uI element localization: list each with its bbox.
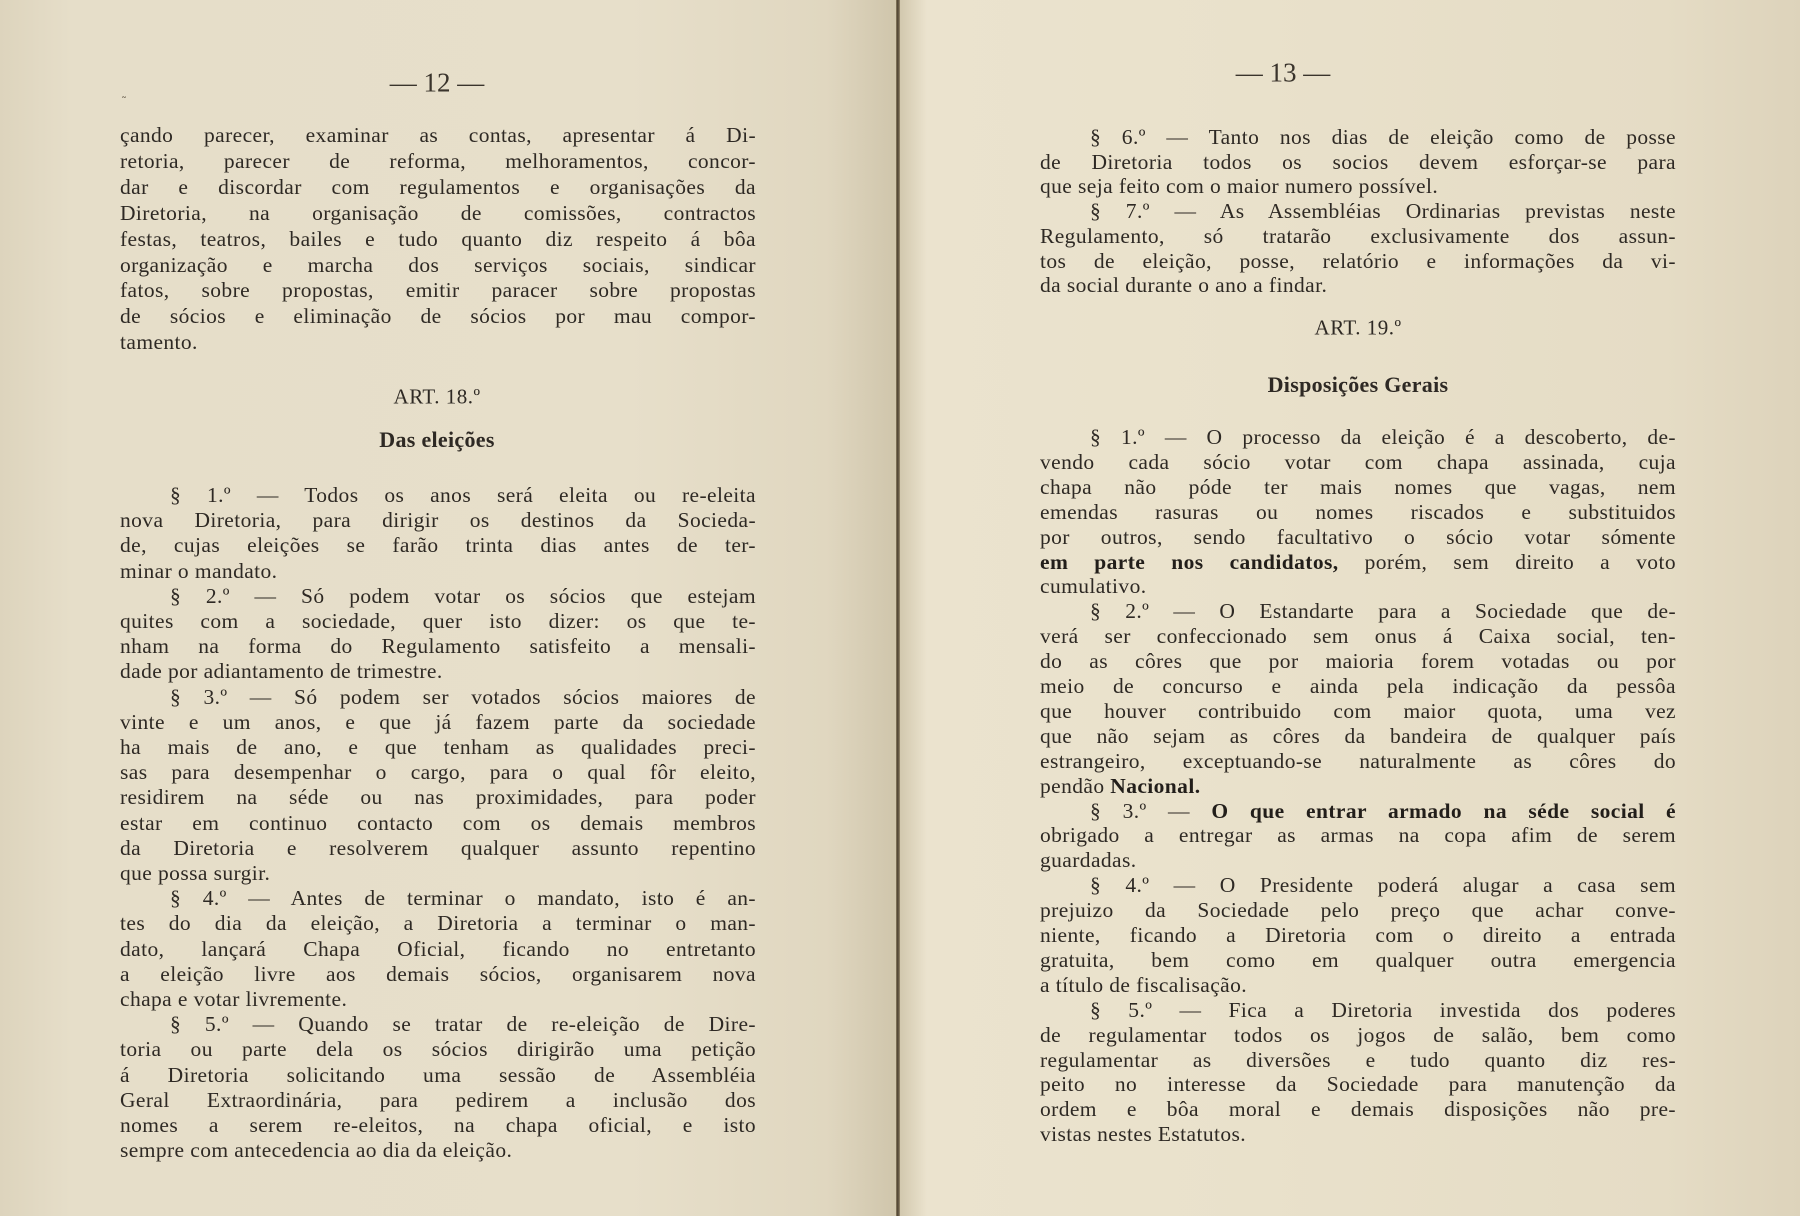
text-line: vendo cada sócio votar com chapa assinada, cuja xyxy=(1040,449,1676,474)
text-line: que possa surgir. xyxy=(120,861,271,885)
text-line: pendão Nacional. xyxy=(1040,773,1201,798)
text-line: vistas nestes Estatutos. xyxy=(1040,1122,1247,1147)
text-line: guardadas. xyxy=(1040,848,1137,873)
text-line: çando parecer, examinar as contas, apresentar á Di- xyxy=(120,123,756,147)
paragraph-first-line: § 2.º — Só podem votar os sócios que estejam xyxy=(170,583,756,608)
text-line: estrangeiro, exceptuando-se naturalmente as côres do xyxy=(1040,748,1676,773)
text-line: que seja feito com o maior numero possível. xyxy=(1040,174,1439,199)
text-line: dade por adiantamento de trimestre. xyxy=(120,659,443,684)
text-line: ha mais de ano, e que tenham as qualidades preci- xyxy=(120,735,756,759)
text-line: de, cujas eleições se farão trinta dias antes de ter- xyxy=(120,533,756,558)
text-line: nomes a serem re-eleitos, na chapa oficial, e isto xyxy=(120,1113,756,1137)
text-line: que não sejam as côres da bandeira de qualquer país xyxy=(1040,723,1676,748)
text-line: por outros, sendo facultativo o sócio votar sómente xyxy=(1040,524,1676,549)
page-number-right: — 13 — xyxy=(1235,57,1331,88)
text-line: Diretoria, na organisação de comissões, contractos xyxy=(120,200,756,225)
text-line: sas para desempenhar o cargo, para o qual fôr eleito, xyxy=(120,760,756,785)
text-line: ordem e bôa moral e demais disposições não pre- xyxy=(1040,1097,1676,1122)
text-line: da social durante o ano a findar. xyxy=(1040,273,1328,298)
text-line: prejuizo da Sociedade pelo preço que achar conve- xyxy=(1040,898,1676,923)
paragraph-first-line: § 4.º — Antes de terminar o mandato, isto é an- xyxy=(170,886,756,911)
ink-speck: ˜ xyxy=(121,95,127,109)
text-line: Geral Extraordinária, para pedirem a inclusão dos xyxy=(120,1087,756,1112)
text-line: Regulamento, só tratarão exclusivamente dos assun- xyxy=(1040,223,1676,248)
paragraph-first-line: § 1.º — Todos os anos será eleita ou re-eleita xyxy=(170,483,756,507)
text-line: peito no interesse da Sociedade para manutenção da xyxy=(1040,1072,1676,1097)
text-line: tos de eleição, posse, relatório e informações da vi- xyxy=(1040,248,1676,273)
article-19-heading: ART. 19.º xyxy=(1314,315,1402,340)
text-line: tamento. xyxy=(120,330,198,355)
text-line: emendas rasuras ou nomes riscados e substituidos xyxy=(1040,499,1676,524)
paragraph-first-line: § 7.º — As Assembléias Ordinarias previstas neste xyxy=(1090,199,1676,224)
text-line: minar o mandato. xyxy=(120,558,278,583)
text-line: organização e marcha dos serviços sociais, sindicar xyxy=(120,252,756,277)
text-line: que houver contribuido com maior quota, uma vez xyxy=(1040,698,1676,723)
text-line: em parte nos candidatos, porém, sem direito a voto xyxy=(1040,549,1676,574)
text-line: dato, lançará Chapa Oficial, ficando no entretanto xyxy=(120,936,756,961)
text-line: niente, ficando a Diretoria com o direito a entrada xyxy=(1040,923,1676,947)
paragraph-first-line: § 3.º — O que entrar armado na séde social é xyxy=(1090,798,1676,823)
text-line: chapa não póde ter mais nomes que vagas, nem xyxy=(1040,474,1676,499)
text-line: á Diretoria solicitando uma sessão de Assembléia xyxy=(120,1062,756,1087)
paragraph-first-line: § 1.º — O processo da eleição é a descoberto, de- xyxy=(1090,425,1676,449)
text-line: do as côres que por maioria forem votadas ou por xyxy=(1040,649,1676,674)
emphasized-text: em parte nos candidatos, xyxy=(1040,549,1339,574)
text-line: estar em continuo contacto com os demais membros xyxy=(120,810,756,835)
text-line: toria ou parte dela os sócios dirigirão uma petição xyxy=(120,1037,756,1062)
text-line: meio de concurso e ainda pela indicação da pessôa xyxy=(1040,674,1676,698)
text-line: cumulativo. xyxy=(1040,574,1147,599)
text-line: chapa e votar livremente. xyxy=(120,987,348,1011)
text-line: a título de fiscalisação. xyxy=(1040,972,1248,997)
paragraph-first-line: § 5.º — Fica a Diretoria investida dos poderes xyxy=(1090,997,1676,1022)
text-line: da Diretoria e resolverem qualquer assunto repentino xyxy=(120,835,756,860)
book-gutter xyxy=(896,0,900,1216)
text-line: festas, teatros, bailes e tudo quanto diz respeito á bôa xyxy=(120,226,756,251)
text-line: regulamentar as diversões e tudo quanto diz res- xyxy=(1040,1047,1676,1072)
paragraph-first-line: § 3.º — Só podem ser votados sócios maiores de xyxy=(170,684,756,709)
emphasized-text: O que entrar armado na séde social é xyxy=(1211,798,1676,823)
paragraph-first-line: § 6.º — Tanto nos dias de eleição como de posse xyxy=(1090,125,1676,149)
text-line: sempre com antecedencia ao dia da eleição. xyxy=(120,1138,513,1163)
text-line: tes do dia da eleição, a Diretoria a terminar o man- xyxy=(120,911,756,936)
emphasized-text: Nacional. xyxy=(1110,773,1201,798)
page-number-left: — 12 — xyxy=(389,67,485,98)
paragraph-first-line: § 4.º — O Presidente poderá alugar a casa sem xyxy=(1090,873,1676,898)
text-line: vinte e um anos, e que já fazem parte da sociedade xyxy=(120,709,756,734)
text-line: de regulamentar todos os jogos de salão, bem como xyxy=(1040,1022,1676,1047)
text-line: de Diretoria todos os socios devem esforçar-se para xyxy=(1040,149,1676,174)
text-line: de sócios e eliminação de sócios por mau compor- xyxy=(120,304,756,329)
paragraph-first-line: § 2.º — O Estandarte para a Sociedade que de- xyxy=(1090,599,1676,624)
text-line: a eleição livre aos demais sócios, organisarem nova xyxy=(120,961,756,986)
text-line: nham na forma do Regulamento satisfeito a mensali- xyxy=(120,634,756,659)
article-18-title: Das eleições xyxy=(379,427,495,452)
text-line: retoria, parecer de reforma, melhoramentos, concor- xyxy=(120,148,756,173)
text-line: gratuita, bem como em qualquer outra emergencia xyxy=(1040,947,1676,972)
text-line: dar e discordar com regulamentos e organisações da xyxy=(120,174,756,199)
text-line: obrigado a entregar as armas na copa afim de serem xyxy=(1040,823,1676,848)
text-line: verá ser confeccionado sem onus á Caixa social, ten- xyxy=(1040,624,1676,649)
text-line: residirem na séde ou nas proximidades, para poder xyxy=(120,785,756,810)
article-19-title: Disposições Gerais xyxy=(1267,372,1449,397)
text-line: nova Diretoria, para dirigir os destinos da Socieda- xyxy=(120,508,756,533)
paragraph-first-line: § 5.º — Quando se tratar de re-eleição de Dire- xyxy=(170,1012,756,1037)
article-18-heading: ART. 18.º xyxy=(393,384,481,409)
text-line: fatos, sobre propostas, emitir paracer sobre propostas xyxy=(120,278,756,303)
text-line: quites com a sociedade, quer isto dizer: os que te- xyxy=(120,609,756,633)
